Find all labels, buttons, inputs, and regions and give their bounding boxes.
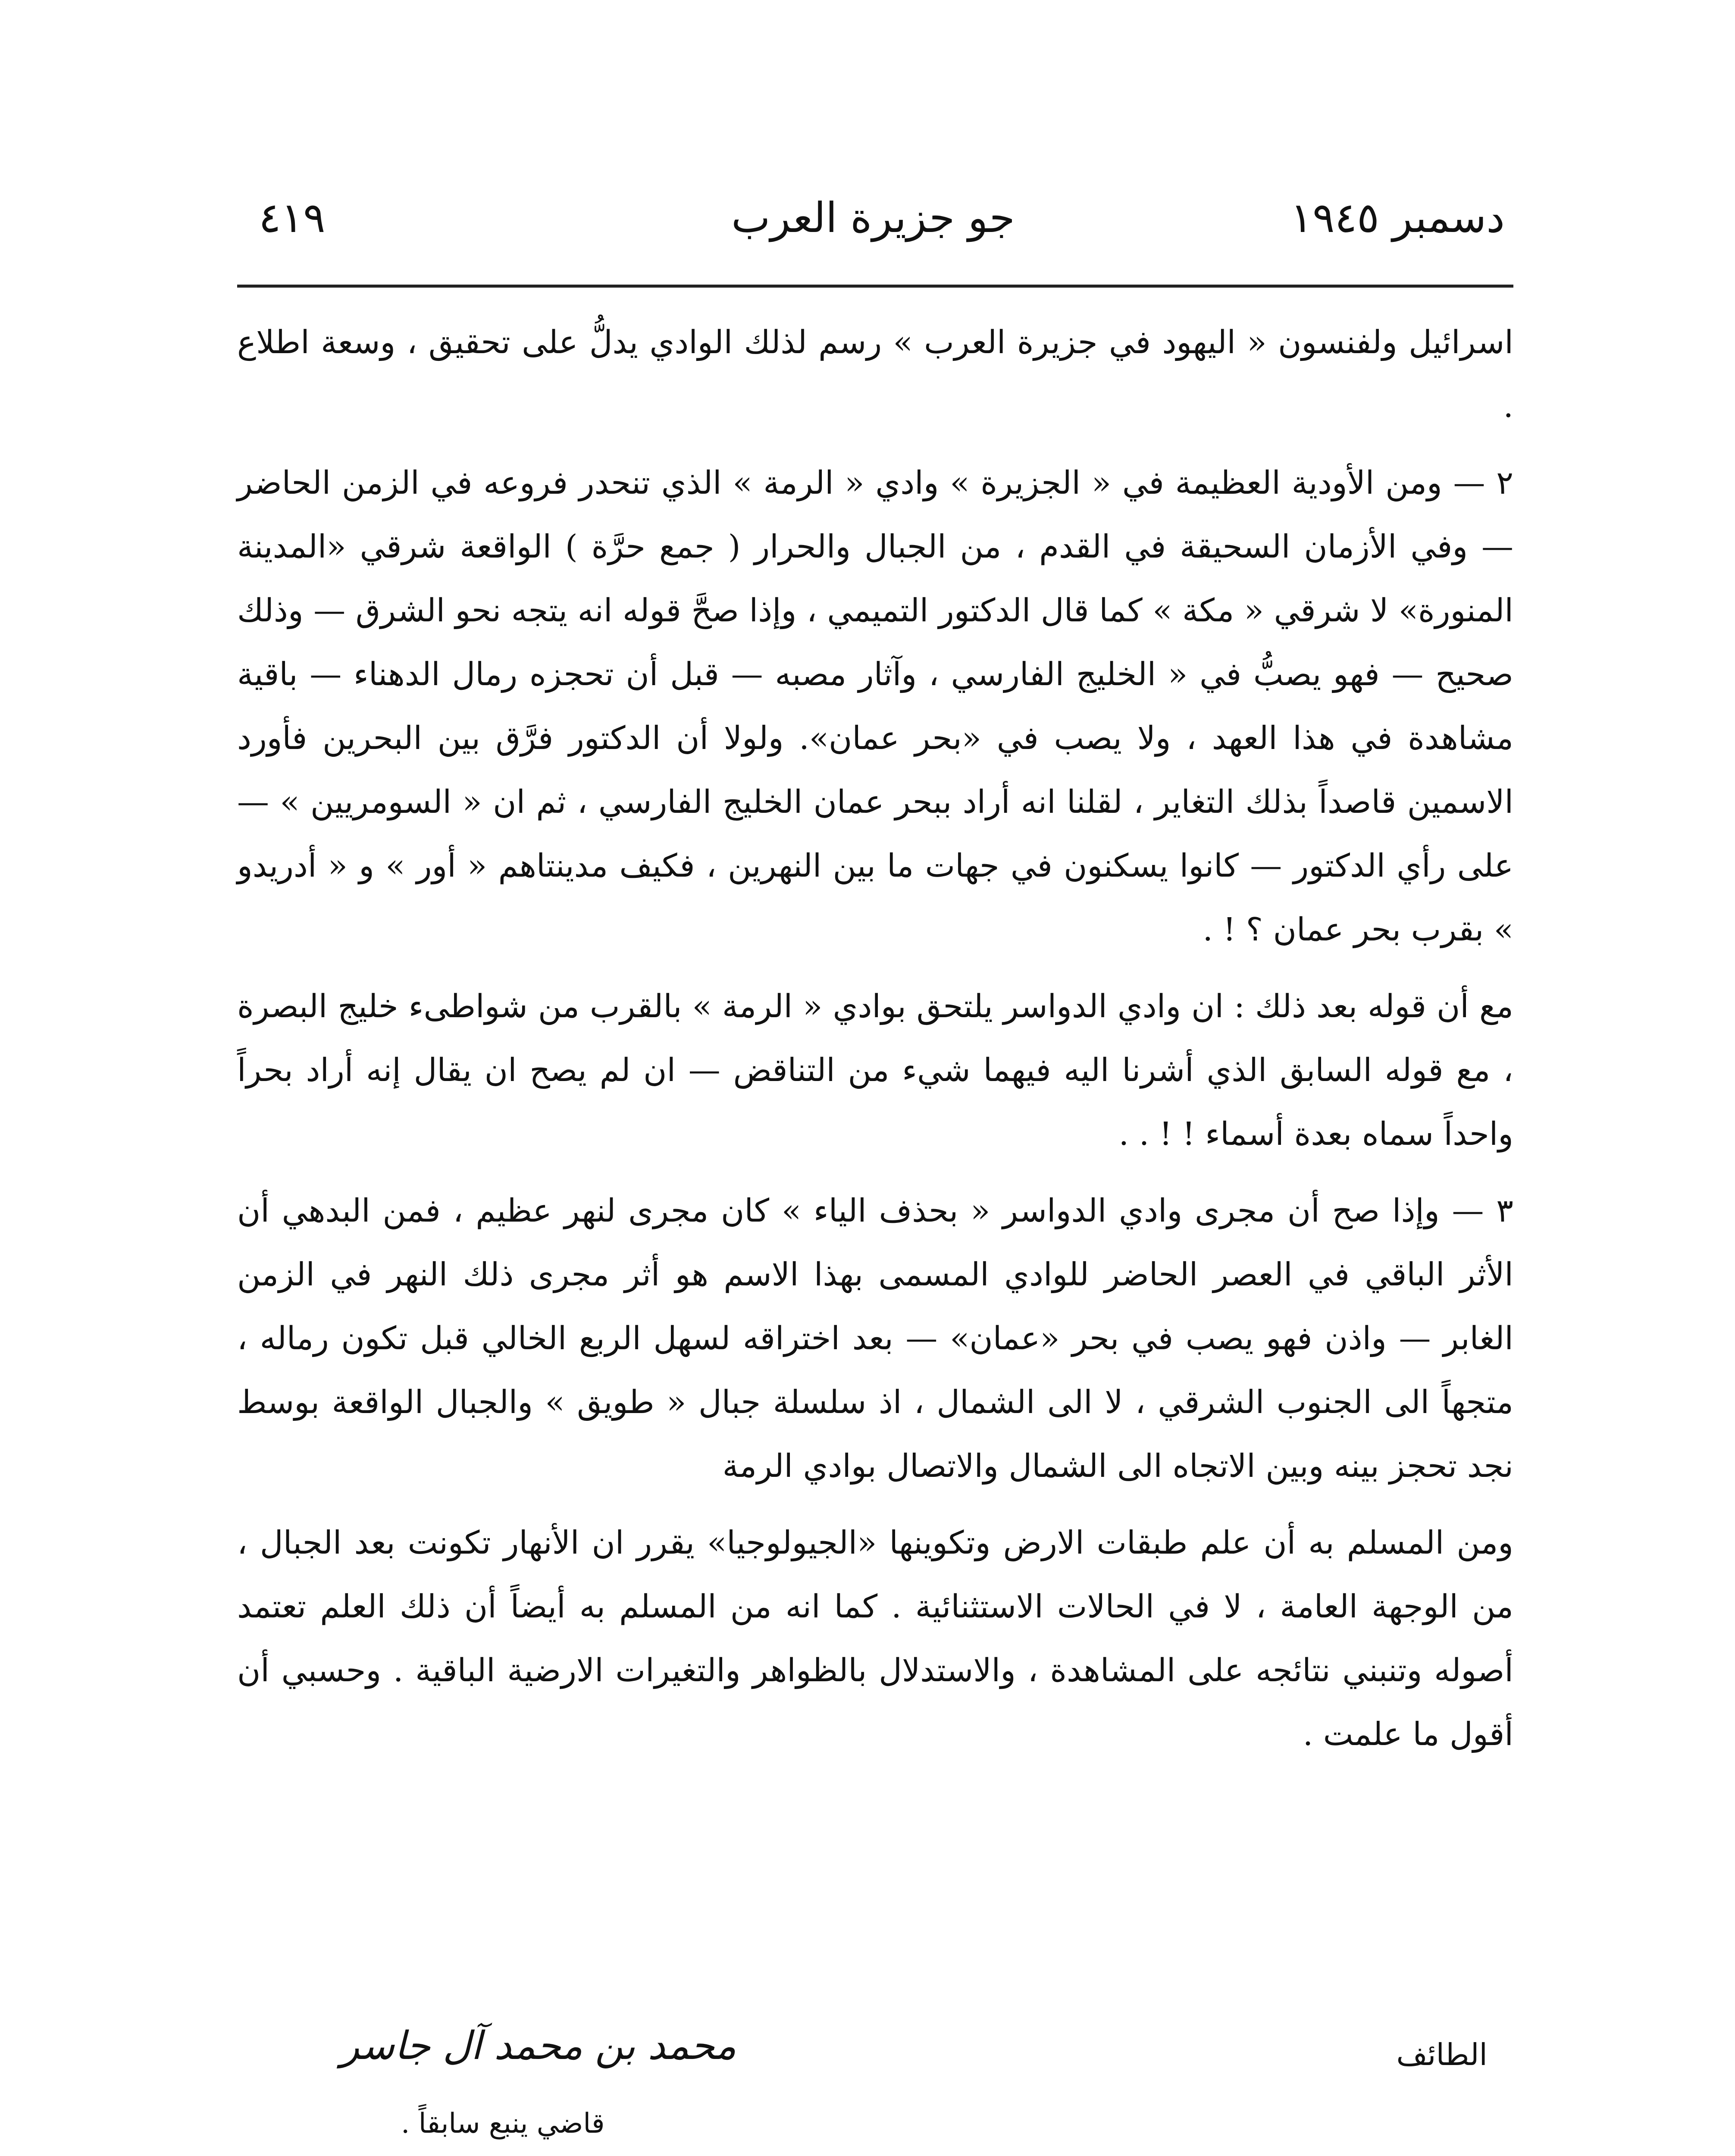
header-date: دسمبر ١٩٤٥ bbox=[1290, 194, 1505, 242]
paragraph-3: مع أن قوله بعد ذلك : ان وادي الدواسر يلتحق بوادي « الرمة » بالقرب من شواطىء خليج البصرة ، مع قوله السابق الذي أشرنا اليه فيهما شيء من التناقض — ان لم يصح ان يقال إنه أراد بحراً واحداً سماه بعدة أسماء ! ! . . bbox=[237, 988, 1513, 1153]
signature-block bbox=[237, 2001, 1513, 2156]
page-number: ٤١٩ bbox=[259, 194, 326, 242]
journal-title: جو جزيرة العرب bbox=[731, 194, 1015, 242]
article-body bbox=[237, 310, 1513, 1779]
running-header bbox=[241, 185, 1505, 250]
author-title: قاضي ينبع سابقاً . bbox=[401, 2108, 605, 2140]
author-name: محمد بن محمد آل جاسر bbox=[341, 2023, 736, 2068]
paragraph-5: ومن المسلم به أن علم طبقات الارض وتكوينها «الجيولوجيا» يقرر ان الأنهار تكونت بعد الجبال ، من الوجهة العامة ، لا في الحالات الاستثنائية . كما انه من المسلم به أيضاً أن ذلك العلم تعتمد أصوله وتنبني نتائجه على المشاهدة ، والاستدلال بالظواهر والتغيرات الارضية الباقية . وحسبي أن أقول ما علمت . bbox=[237, 1524, 1513, 1753]
place-name: الطائف bbox=[1396, 2037, 1488, 2072]
paragraph-1: اسرائيل ولفنسون « اليهود في جزيرة العرب » رسم لذلك الوادي يدلُّ على تحقيق ، وسعة اطلاع . bbox=[237, 324, 1513, 425]
paragraph-4: ٣ — وإذا صح أن مجرى وادي الدواسر « بحذف الياء » كان مجرى لنهر عظيم ، فمن البدهي أن الأثر الباقي في العصر الحاضر للوادي المسمى بهذا الاسم هو أثر مجرى ذلك النهر في الزمن الغابر — واذن فهو يصب في بحر «عمان» — بعد اختراقه لسهل الربع الخالي قبل تكون رماله ، متجهاً الى الجنوب الشرقي ، لا الى الشمال ، اذ سلسلة جبال « طويق » والجبال الواقعة بوسط نجد تحجز بينه وبين الاتجاه الى الشمال والاتصال بوادي الرمة bbox=[237, 1192, 1514, 1485]
paragraph-2: ٢ — ومن الأودية العظيمة في « الجزيرة » وادي « الرمة » الذي تنحدر فروعه في الزمن الحاضر — وفي الأزمان السحيقة في القدم ، من الجبال والحرار ( جمع حرَّة ) الواقعة شرقي «المدينة المنورة» لا شرقي « مكة » كما قال الدكتور التميمي ، وإذا صحَّ قوله انه يتجه نحو الشرق — وذلك صحيح — فهو يصبُّ في « الخليج الفارسي ، وآثار مصبه — قبل أن تحجزه رمال الدهناء — باقية مشاهدة في هذا العهد ، ولا يصب في «بحر عمان». ولولا أن الدكتور فرَّق بين البحرين فأورد الاسمين قاصداً بذلك التغاير ، لقلنا انه أراد ببحر عمان الخليج الفارسي ، ثم ان « السومريين » — على رأي الدكتور — كانوا يسكنون في جهات ما بين النهرين ، فكيف مدينتاهم « أور » و « أدريدو » بقرب بحر عمان ؟ ! . bbox=[237, 464, 1514, 948]
header-divider bbox=[237, 285, 1513, 288]
